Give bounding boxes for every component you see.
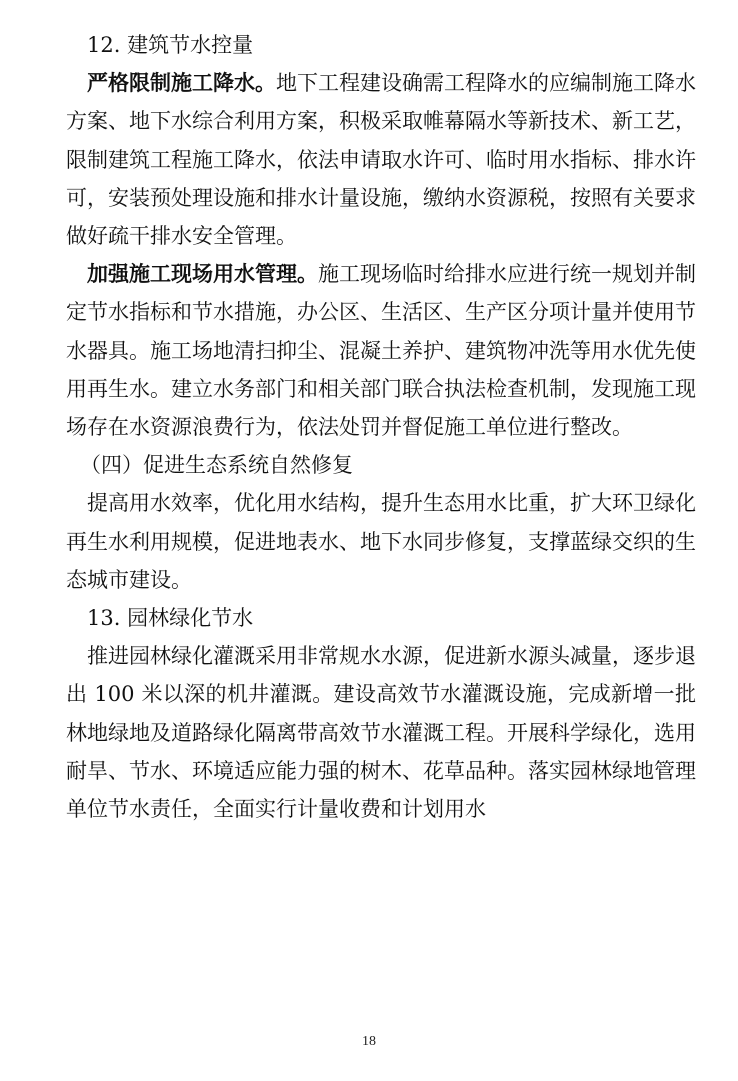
subsection-heading-12: 12. 建筑节水控量: [87, 33, 254, 57]
paragraph-ecological-water: 提高用水效率，优化用水结构，提升生态用水比重，扩大环卫绿化再生水利用规模，促进地表水、地下水同步修复，支撑蓝绿交织的生态城市建设。: [66, 491, 696, 592]
paragraph-text: 地下工程建设确需工程降水的应编制施工降水方案、地下水综合利用方案，积极采取帷幕隔水等新技术、新工艺，限制建筑工程施工降水，依法申请取水许可、临时用水指标、排水许可，安装预处理设施和排水计量设施，缴纳水资源税，按照有关要求做好疏干排水安全管理。: [66, 71, 696, 249]
paragraph-site-water-management: [66, 255, 696, 446]
page-body: [66, 26, 696, 828]
paragraph-lead: 严格限制施工降水。: [87, 71, 276, 96]
paragraph-lead: 加强施工现场用水管理。: [87, 262, 318, 287]
paragraph-landscape-irrigation: 推进园林绿化灌溉采用非常规水水源，促进新水源头减量，逐步退出 100 米以深的机井灌溉。建设高效节水灌溉设施，完成新增一批林地绿地及道路绿化隔离带高效节水灌溉工程。开展科学绿化，选用耐旱、节水、环境适应能力强的树木、花草品种。落实园林绿地管理单位节水责任，全面实行计量收费和计划用水: [66, 644, 696, 822]
paragraph-construction-dewatering: [66, 64, 696, 255]
paragraph-text: 施工现场临时给排水应进行统一规划并制定节水指标和节水措施，办公区、生活区、生产区分项计量并使用节水器具。施工场地清扫抑尘、混凝土养护、建筑物冲洗等用水优先使用再生水。建立水务部门和相关部门联合执法检查机制，发现施工现场存在水资源浪费行为，依法处罚并督促施工单位进行整改。: [66, 262, 696, 440]
section-heading-4: （四）促进生态系统自然修复: [80, 453, 353, 478]
subsection-heading-13: 13. 园林绿化节水: [87, 606, 254, 631]
page-number: 18: [362, 1034, 376, 1049]
